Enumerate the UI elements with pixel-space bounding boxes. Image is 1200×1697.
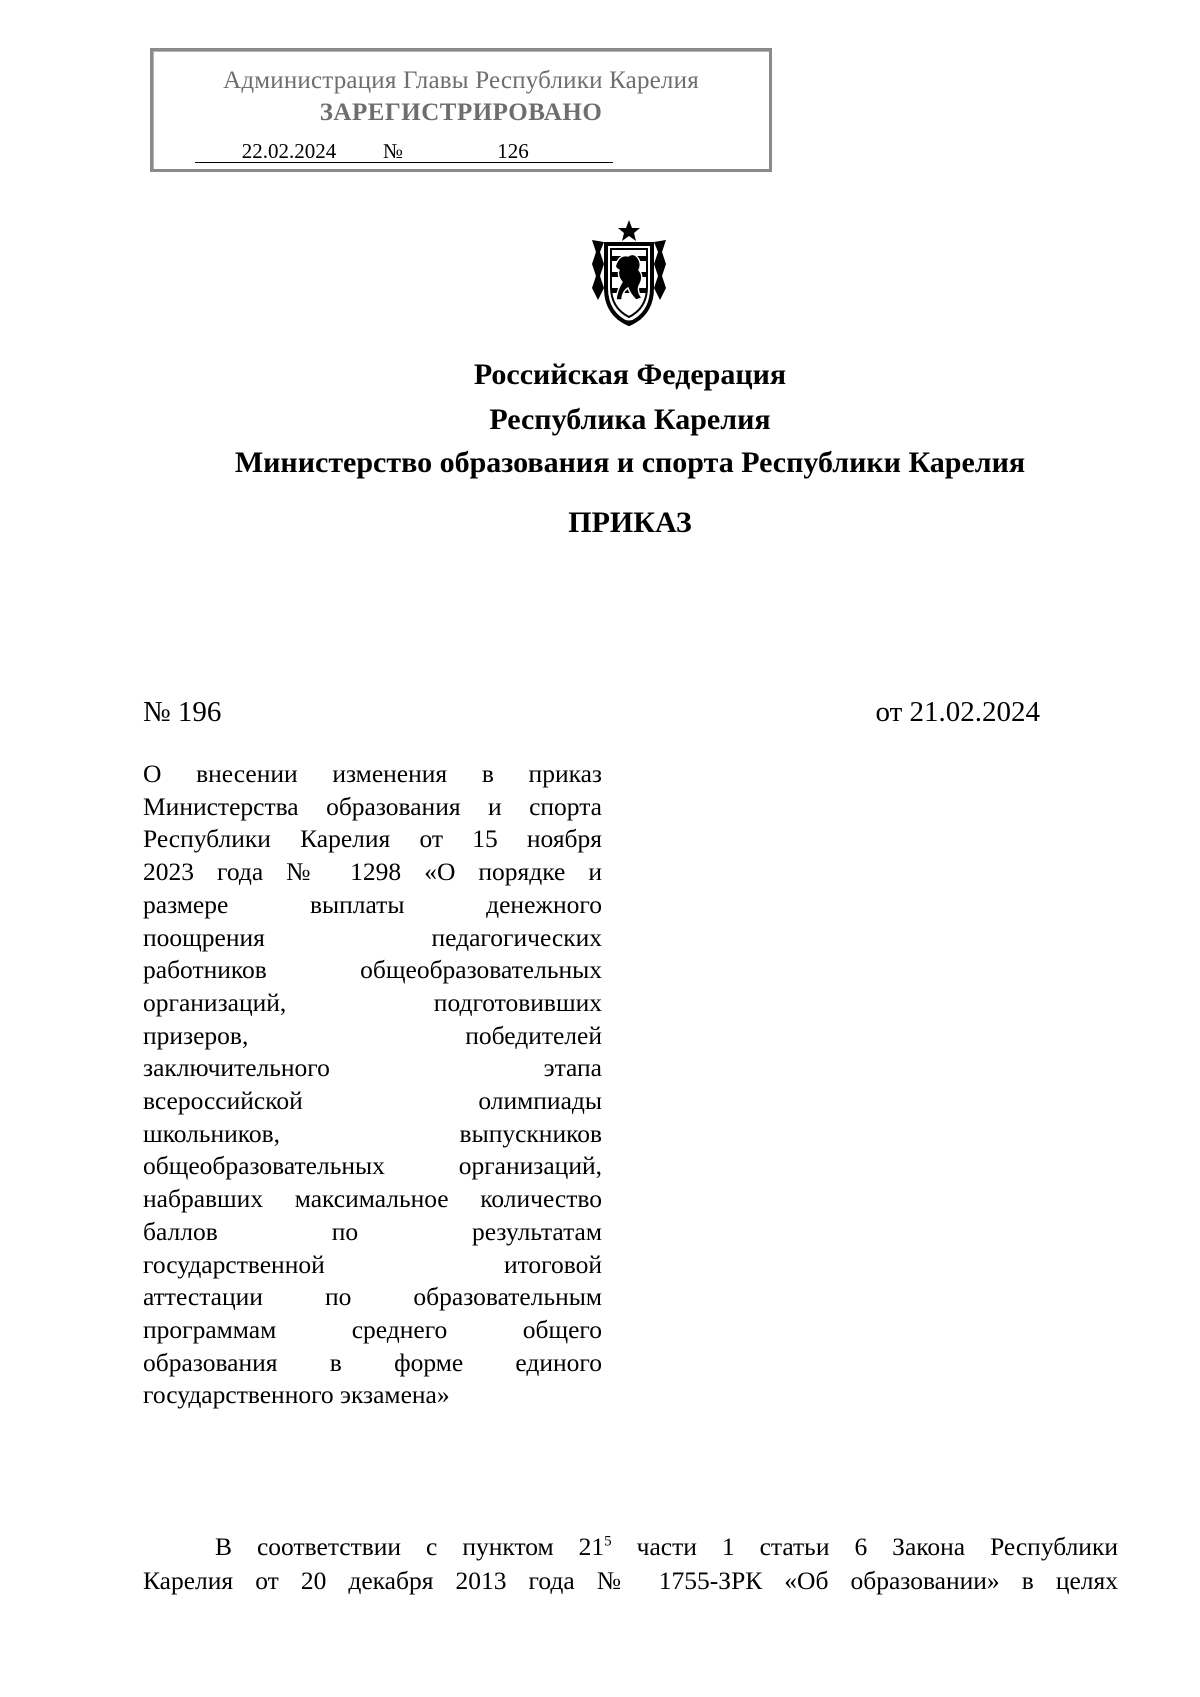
order-date: от 21.02.2024 (875, 696, 1040, 728)
title-line: образования в форме единого (143, 1347, 602, 1377)
title-line: призеров, победителей (143, 1020, 602, 1050)
body-line (143, 1530, 1118, 1564)
header-region: Республика Карелия (489, 403, 771, 436)
stamp-reg-number: 126 (413, 140, 613, 163)
title-line: организаций, подготовивших (143, 987, 602, 1017)
order-number: № 196 (143, 696, 222, 728)
stamp-registration-line (195, 139, 613, 164)
title-line: всероссийской олимпиады (143, 1086, 602, 1116)
title-line: размере выплаты денежного (143, 889, 602, 919)
title-line: поощрения педагогических (143, 922, 602, 952)
title-line: школьников, выпускников (143, 1118, 602, 1148)
title-line: государственной итоговой (143, 1249, 602, 1279)
title-line: баллов по результатам (143, 1216, 602, 1246)
title-line: работников общеобразовательных (143, 955, 602, 985)
title-line: Министерства образования и спорта (143, 791, 602, 821)
body-line: Карелия от 20 декабря 2013 года № 1755-ЗРК «Об образовании» в целях (143, 1566, 1118, 1595)
karelia-coat-of-arms-icon (584, 218, 674, 328)
title-line: набравших максимальное количество (143, 1184, 602, 1214)
body-text-fragment: В соответствии с пунктом 21 (215, 1532, 605, 1561)
registration-stamp (150, 48, 772, 172)
stamp-status: ЗАРЕГИСТРИРОВАНО (319, 99, 603, 126)
title-line: 2023 года № 1298 «О порядке и (143, 857, 602, 887)
order-title (143, 758, 602, 1412)
body-paragraph (143, 1530, 1118, 1598)
header-country: Российская Федерация (473, 358, 787, 391)
document-type: ПРИКАЗ (568, 506, 692, 539)
body-text-fragment: части 1 статьи 6 Закона Республики (611, 1532, 1118, 1561)
title-line: государственного экзамена» (143, 1380, 450, 1410)
superscript: 5 (604, 1533, 612, 1550)
title-line: аттестации по образовательным (143, 1282, 602, 1312)
title-line: заключительного этапа (143, 1053, 602, 1083)
stamp-authority: Администрация Главы Республики Карелия (223, 67, 699, 94)
title-line: программам среднего общего (143, 1314, 602, 1344)
title-line: общеобразовательных организаций, (143, 1151, 602, 1181)
stamp-number-sign: № (383, 140, 413, 163)
title-line: О внесении изменения в приказ (143, 759, 602, 788)
stamp-reg-date: 22.02.2024 (195, 140, 383, 163)
title-line: Республики Карелия от 15 ноября (143, 824, 602, 854)
header-ministry: Министерство образования и спорта Республики Карелия (234, 446, 1026, 479)
